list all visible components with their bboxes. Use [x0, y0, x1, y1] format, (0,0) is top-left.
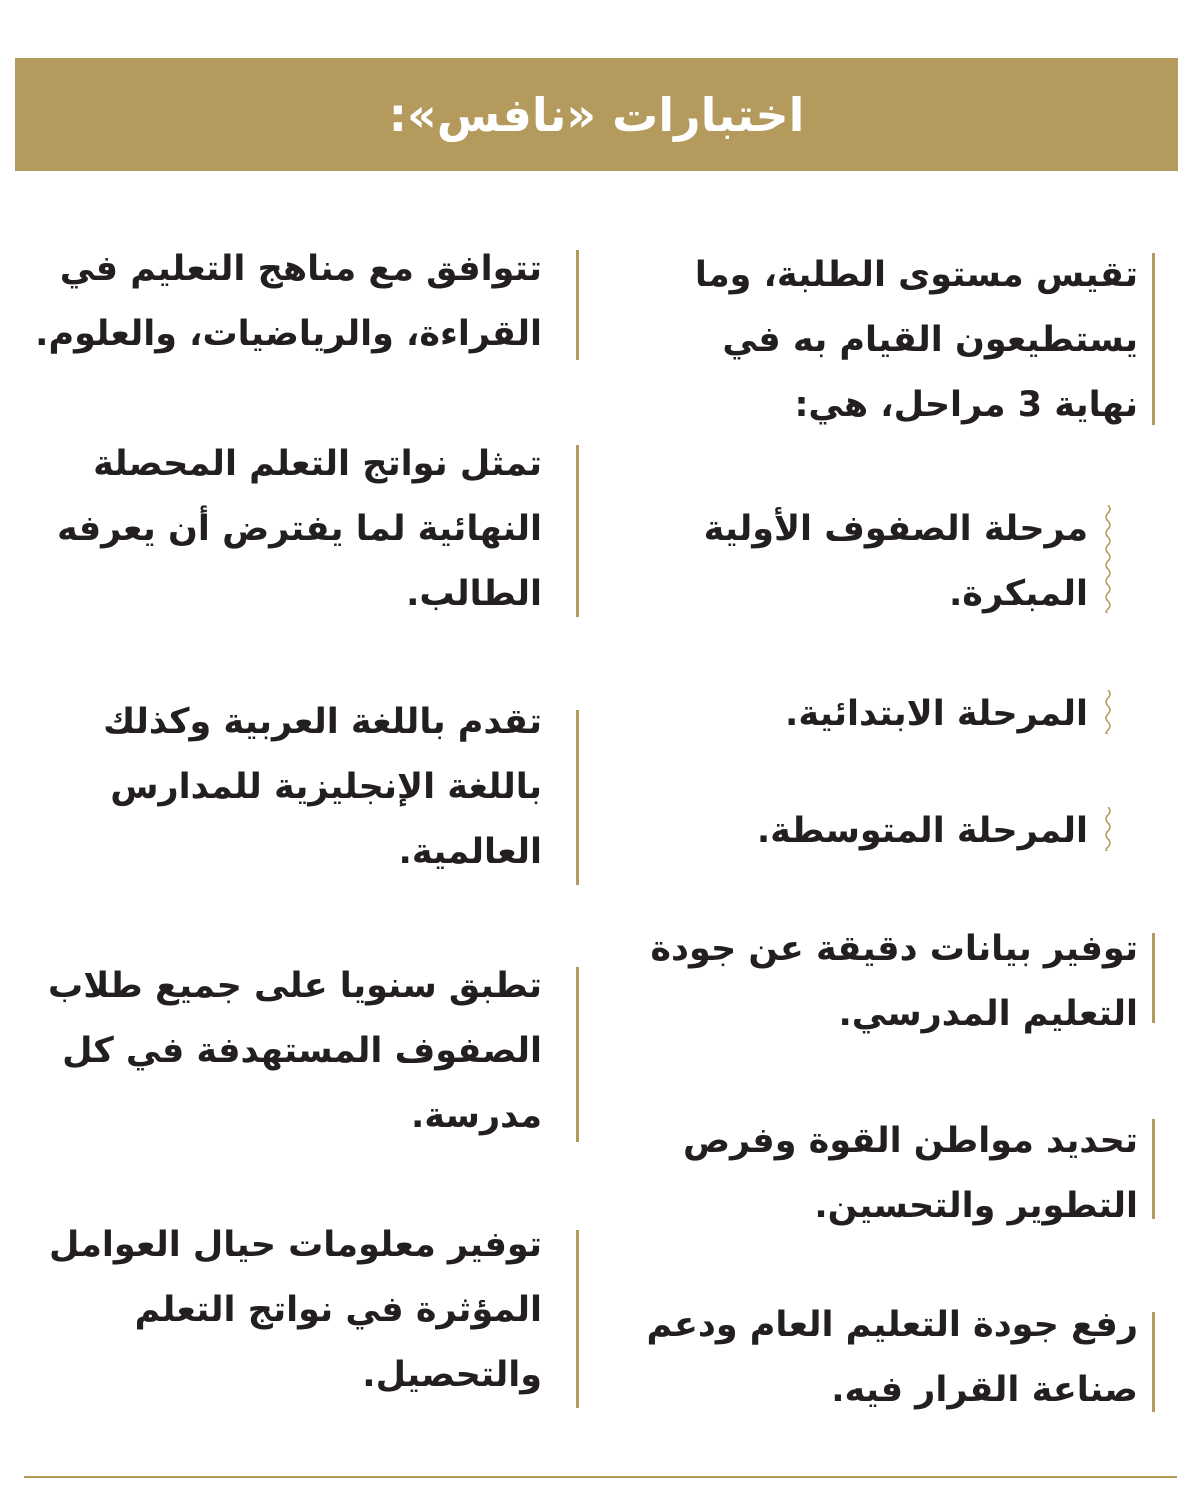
header-banner — [15, 58, 1178, 171]
feature-accent-bar — [576, 445, 579, 617]
feature-item: تقدم باللغة العربية وكذلك باللغة الإنجليزية للمدارس العالمية. — [103, 702, 542, 872]
stage-item: المرحلة المتوسطة. — [756, 811, 1088, 851]
stage-wavy-marker — [1104, 505, 1112, 613]
stage-item: مرحلة الصفوف الأولية المبكرة. — [703, 509, 1088, 614]
feature-accent-bar — [576, 710, 579, 885]
feature-item: تطبق سنويا على جميع طلاب الصفوف المستهدفة في كل مدرسة. — [48, 966, 542, 1136]
goal-item: تحديد مواطن القوة وفرص التطوير والتحسين. — [682, 1121, 1138, 1226]
stage-wavy-marker — [1104, 690, 1112, 734]
intro-paragraph: تقيس مستوى الطلبة، وما يستطيعون القيام به في نهاية 3 مراحل، هي: — [694, 255, 1138, 425]
feature-item: تتوافق مع مناهج التعليم في القراءة، والرياضيات، والعلوم. — [35, 249, 542, 354]
feature-accent-bar — [576, 967, 579, 1142]
feature-item: تمثل نواتج التعلم المحصلة النهائية لما يفترض أن يعرفه الطالب. — [57, 444, 542, 614]
goal-item: توفير بيانات دقيقة عن جودة التعليم المدرسي. — [650, 929, 1138, 1034]
stage-item: المرحلة الابتدائية. — [785, 694, 1088, 734]
feature-item: توفير معلومات حيال العوامل المؤثرة في نواتج التعلم والتحصيل. — [48, 1225, 542, 1395]
goal-accent-bar — [1152, 1312, 1155, 1412]
stage-wavy-marker — [1104, 807, 1112, 851]
feature-accent-bar — [576, 250, 579, 360]
feature-accent-bar — [576, 1230, 579, 1408]
intro-accent-bar — [1152, 253, 1155, 425]
goal-item: رفع جودة التعليم العام ودعم صناعة القرار فيه. — [646, 1305, 1138, 1410]
goal-accent-bar — [1152, 933, 1155, 1023]
page-title: اختبارات «نافس»: — [388, 87, 805, 142]
footer-divider — [24, 1476, 1177, 1478]
goal-accent-bar — [1152, 1119, 1155, 1219]
